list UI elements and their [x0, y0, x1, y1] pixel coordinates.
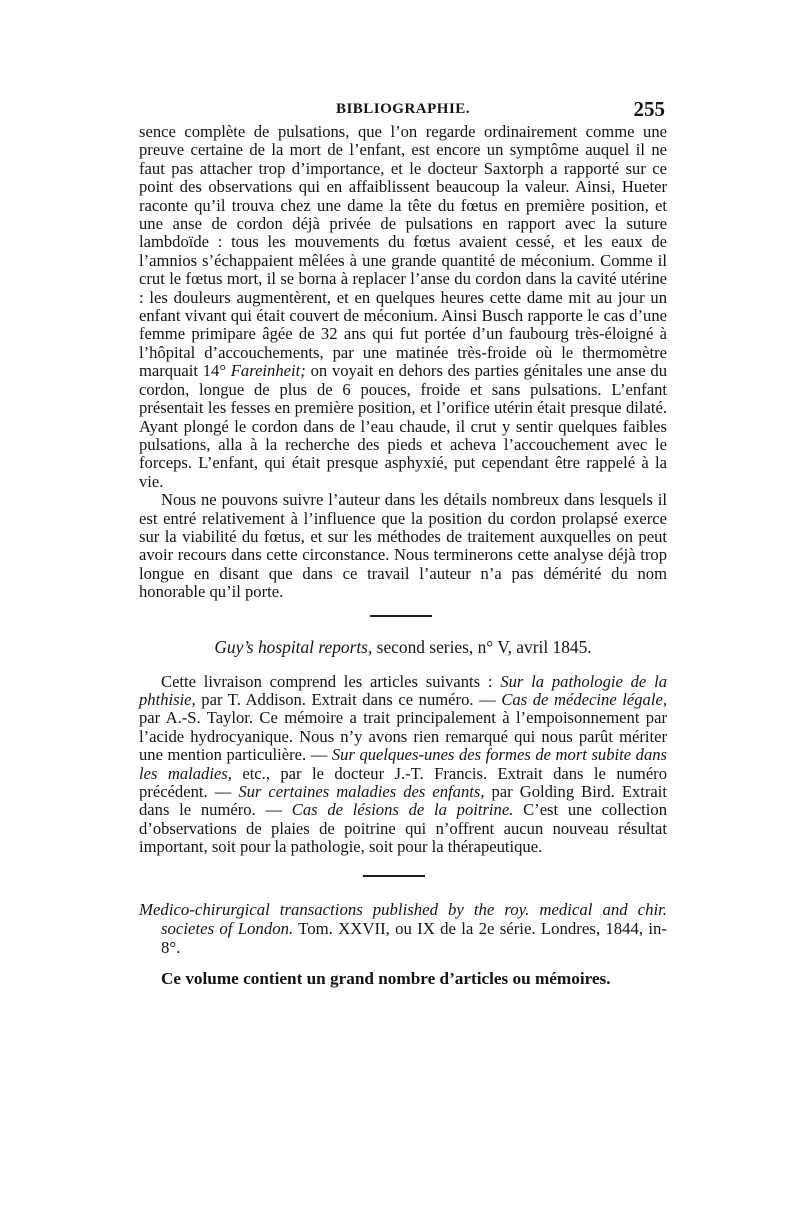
- paragraph-text: , etc., par le docteur J.-T. Francis. Extrait dans le numéro précédent. —: [139, 763, 668, 801]
- section-divider: [363, 875, 425, 877]
- journal-title: Medico-chirurgical transactions published by the roy. medical and chir. societes of London.: [139, 899, 667, 939]
- page-number: 255: [633, 97, 665, 121]
- book-page: [139, 97, 667, 989]
- paragraph-text: , par T. Addison. Extrait dans ce numéro. —: [191, 689, 502, 709]
- italic-text: Sur certaines maladies des enfants: [238, 782, 481, 801]
- italic-text: Sur quelques-unes des formes de mort subite dans les maladies: [139, 745, 667, 783]
- section-divider: [370, 615, 432, 617]
- journal-issue: second series, n° V, avril 1845.: [376, 636, 592, 657]
- italic-text: Sur la pathologie de la phthisie: [139, 671, 667, 709]
- running-title: BIBLIOGRAPHIE.: [335, 101, 471, 117]
- paragraph-text: , par Golding Bird. Extrait dans le numéro. —: [139, 782, 667, 820]
- journal-issue: Tom. XXVII, ou IX de la 2e série. Londres, 1844, in-8°.: [161, 919, 667, 958]
- paragraph-text: on voyait en dehors des parties génitales une anse du cordon, longue de plus de 6 pouces, froide et sans pulsations. L’enfant présentait les fesses en première position, et l’orifice utérin était presque dilaté. Ayant plongé le cordon dans de l’eau chaude, il crut y sentir quelques faibles pulsations, alla à la recherche des pieds et acheva l’accouchement avec le forceps. L’enfant, qui était presque asphyxié, put cependant être rappelé à la vie.: [139, 361, 667, 491]
- bibliography-heading: [139, 637, 667, 657]
- journal-title: Guy’s hospital reports,: [214, 636, 373, 657]
- paragraph-text: C’est une collection d’observations de plaies de poitrine qui n’offrent aucun nouveau résultat important, soit pour la pathologie, soit pour la thérapeutique.: [139, 800, 667, 857]
- article-paragraph: [139, 673, 667, 857]
- italic-text: Fareinheit;: [230, 361, 306, 381]
- paragraph-text: sence complète de pulsations, que l’on regarde ordinairement comme une preuve certaine de la mort de l’enfant, est encore un symptôme auquel il ne faut pas attacher trop d’importance, et le docteur Saxtorph a rapporté sur ce point des observations qui en affaiblissent beaucoup la valeur. Ainsi, Hueter raconte qu’il trouva chez une dame la tête du fœtus en première position, et une anse de cordon déjà privée de pulsations en rapport avec la suture lambdoïde : tous les mouvements du fœtus avaient cessé, et les eaux de l’amnios s’échappaient mêlées à une grande quantité de méconium. Comme il crut le fœtus mort, il se borna à replacer l’anse du cordon dans la cavité utérine : les douleurs augmentèrent, et en quelques heures cette dame mit au jour un enfant vivant qui était couvert de méconium. Ainsi Busch rapporte le cas d’une femme primipare âgée de 32 ans qui fut portée d’un faubourg très-éloigné à l’hôpital d’accouchements, par une matinée très-froide où le thermomètre marquait 14°: [139, 122, 667, 381]
- article-summary: Ce volume contient un grand nombre d’articles ou mémoires.: [161, 968, 611, 988]
- bibliography-heading: [139, 900, 667, 958]
- italic-text: Cas de médecine légale: [501, 689, 663, 709]
- paragraph-text: , par A.-S. Taylor. Ce mémoire a trait principalement à l’empoisonnement par l’acide hydrocyanique. Nous n’y avons rien remarqué qui nous parût mériter une mention particulière. —: [139, 689, 667, 765]
- paragraph-text: Cette livraison comprend les articles suivants :: [161, 671, 501, 691]
- italic-text: Cas de lésions de la poitrine.: [291, 800, 514, 820]
- article-paragraph: Nous ne pouvons suivre l’auteur dans les détails nombreux dans lesquels il est entré relativement à l’influence que la position du cordon prolapsé exerce sur la viabilité du fœtus, et sur les méthodes de traitement auxquelles on peut avoir recours dans cette circonstance. Nous terminerons cette analyse déjà trop longue en disant que dans ce travail l’auteur n’a pas démérité du nom honorable qu’il porte.: [139, 490, 667, 602]
- article-paragraph: [139, 123, 667, 491]
- running-head: [139, 97, 667, 123]
